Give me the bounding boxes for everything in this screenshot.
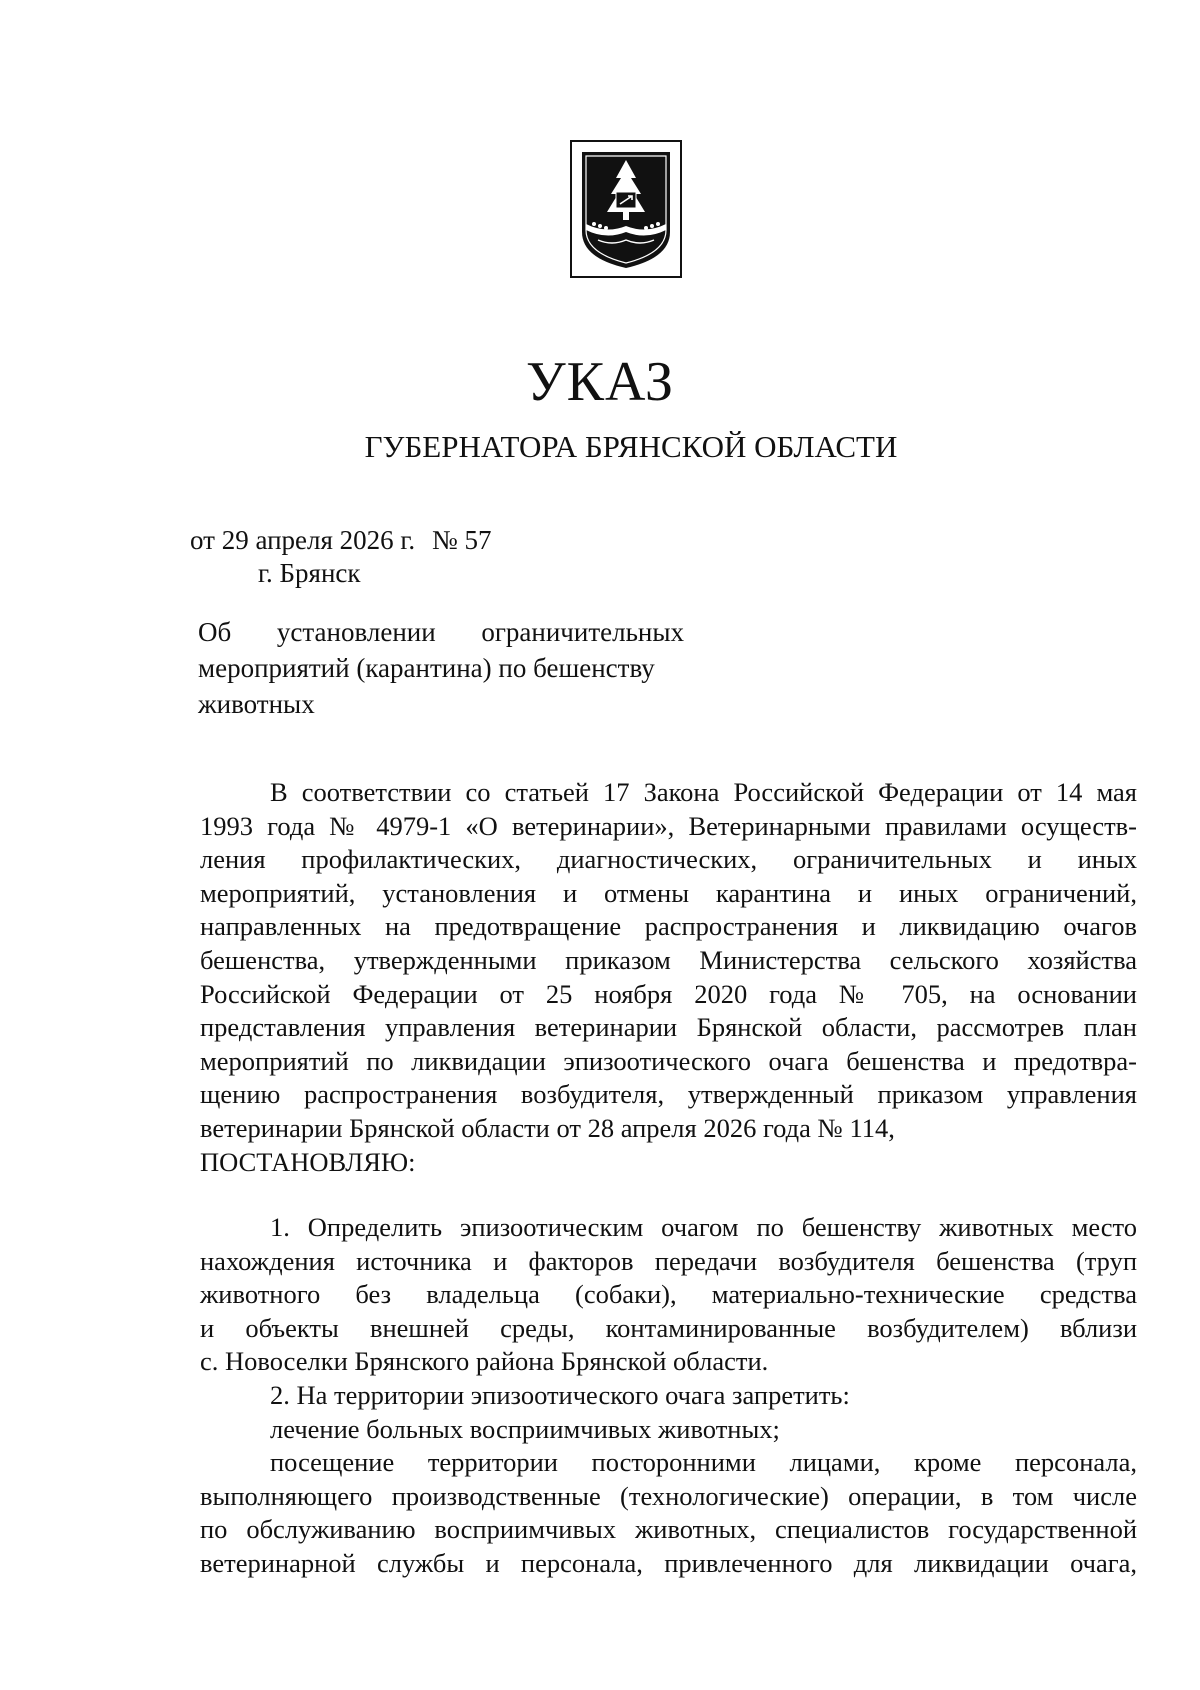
text-line: нахождения источника и факторов передачи возбудителя бешенства (труп	[200, 1245, 1137, 1276]
text-line: Российской Федерации от 25 ноября 2020 года № 705, на основании	[200, 978, 1137, 1009]
text-line: представления управления ветеринарии Брянской области, рассмотрев план	[200, 1012, 1137, 1043]
text-line: и объекты внешней среды, контаминированные возбудителем) вблизи	[200, 1312, 1137, 1343]
text-line: В соответствии со статьей 17 Закона Российской Федерации от 14 мая	[270, 777, 1137, 807]
item-1-paragraph	[200, 1211, 1137, 1379]
decree-word-text: ПОСТАНОВЛЯЮ:	[200, 1147, 416, 1177]
coat-of-arms-emblem	[570, 140, 682, 278]
text-line: направленных на предотвращение распространения и ликвидацию очагов	[200, 911, 1137, 942]
text-line: по обслуживанию восприимчивых животных, специалистов государственной	[200, 1514, 1137, 1545]
subject-line: животных	[198, 689, 315, 719]
text-line: ления профилактических, диагностических, ограничительных и иных	[200, 844, 1137, 875]
document-place: г. Брянск	[258, 558, 361, 588]
subject-line: Об установлении ограничительных	[198, 617, 684, 647]
issuer-title: ГУБЕРНАТОРА БРЯНСКОЙ ОБЛАСТИ	[364, 429, 898, 464]
document-date-number	[190, 523, 491, 557]
document-type-title: УКАЗ	[525, 351, 675, 413]
text-line: 1. Определить эпизоотическим очагом по бешенству животных место	[270, 1212, 1137, 1242]
item-2-subitem	[200, 1413, 1137, 1447]
document-subject	[198, 614, 684, 722]
item-2-subitem	[200, 1446, 1137, 1580]
text-line: животного без владельца (собаки), материально-технические средства	[200, 1279, 1137, 1310]
text-line: посещение территории посторонними лицами, кроме персонала,	[270, 1447, 1137, 1477]
text-line: ветеринарной службы и персонала, привлеченного для ликвидации очага,	[200, 1547, 1137, 1578]
document-date: от 29 апреля 2026 г.	[190, 525, 416, 555]
text-line: мероприятий, установления и отмены карантина и иных ограничений,	[200, 877, 1137, 908]
item-2-paragraph	[200, 1379, 1137, 1413]
text-line: мероприятий по ликвидации эпизоотического очага бешенства и предотвра-	[200, 1045, 1137, 1076]
text-line: 1993 года № 4979-1 «О ветеринарии», Ветеринарными правилами осуществ-	[200, 810, 1137, 841]
decree-word	[200, 1146, 1137, 1180]
document-number: № 57	[431, 525, 492, 555]
text-line: выполняющего производственные (технологические) операции, в том числе	[200, 1480, 1137, 1511]
text-line: 2. На территории эпизоотического очага запретить:	[270, 1380, 850, 1410]
preamble-paragraph	[200, 776, 1137, 1146]
text-line: лечение больных восприимчивых животных;	[270, 1414, 780, 1444]
text-line: щению распространения возбудителя, утвержденный приказом управления	[200, 1079, 1137, 1110]
subject-line: мероприятий (карантина) по бешенству	[198, 653, 655, 683]
coat-of-arms-icon	[570, 140, 682, 278]
text-line: бешенства, утвержденными приказом Министерства сельского хозяйства	[200, 944, 1137, 975]
text-line: с. Новоселки Брянского района Брянской области.	[200, 1346, 769, 1377]
text-line: ветеринарии Брянской области от 28 апреля 2026 года № 114,	[200, 1112, 895, 1143]
